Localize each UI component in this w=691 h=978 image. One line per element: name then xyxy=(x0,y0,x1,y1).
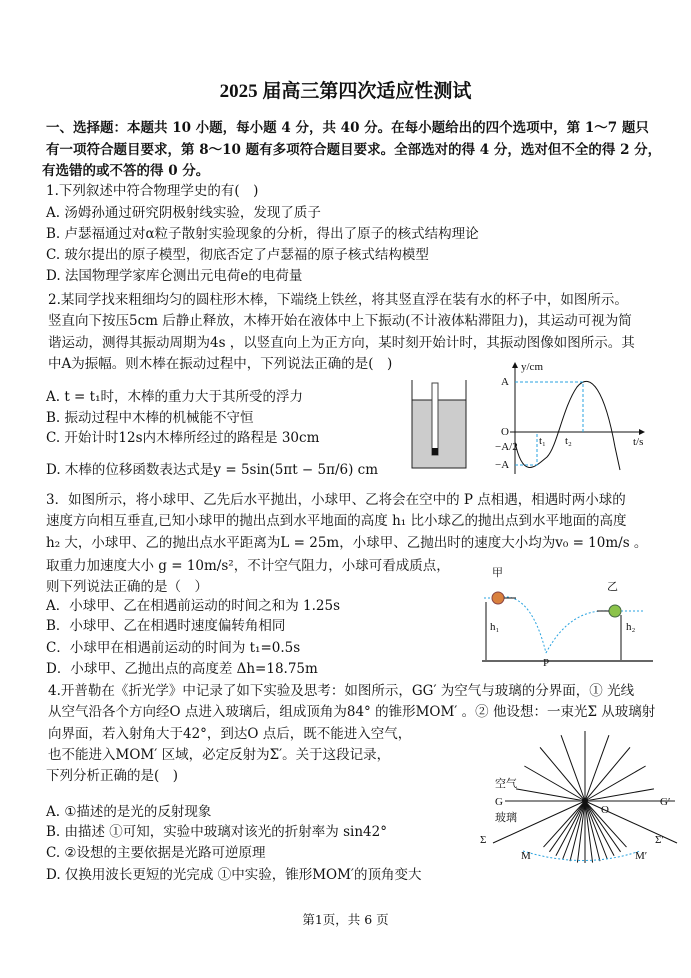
question-4-stem: 向界面，若入射角大于42°，到达O 点后，既不能进入空气， xyxy=(48,726,412,742)
question-4-stem: 下列分析正确的是( ) xyxy=(46,768,179,784)
question-4-stem: 也不能进入MOM′ 区域，必定反射为Σ′。关于这段记录， xyxy=(48,747,391,763)
question-2-stem: 2.某同学找来粗细均匀的圆柱形木棒，下端绕上铁丝，将其竖直浮在装有水的杯子中，如图所示。 xyxy=(48,292,628,308)
oscillation-graph xyxy=(495,362,645,474)
svg-text:M′: M′ xyxy=(635,850,648,862)
question-2-stem: 竖直向下按压5cm 后静止释放，木棒开始在液体中上下振动(不计液体粘滞阻力)，其运动可视为简 xyxy=(48,313,632,329)
refraction-figure xyxy=(475,735,685,870)
q2-option-d: D. 木棒的位移函数表达式是y = 5sin(5πt − 5π/6) cm xyxy=(46,462,379,478)
q2-option-a: A. t = t₁时，木棒的重力大于其所受的浮力 xyxy=(46,389,303,405)
question-3-stem: 取重力加速度大小 g = 10m/s²，不计空气阻力，小球可看成质点， xyxy=(46,558,450,574)
tick-half-a: −A/2 xyxy=(495,441,518,453)
q1-option-b: B. 卢瑟福通过对α粒子散射实验现象的分析，得出了原子的核式结构理论 xyxy=(46,226,479,242)
page-footer: 第1页，共 6 页 xyxy=(302,912,389,927)
svg-text:乙: 乙 xyxy=(607,581,618,593)
question-2-stem: 谐运动，测得其振动周期为4s ，以竖直向上为正方向，某时刻开始计时，其振动图像如图所示。其 xyxy=(48,335,635,351)
svg-text:h₁: h₁ xyxy=(490,621,500,633)
tick-a: A xyxy=(501,376,509,388)
svg-text:Σ′: Σ′ xyxy=(655,834,664,846)
q3-option-a: A．小球甲、乙在相遇前运动的时间之和为 1.25s xyxy=(46,598,341,614)
q3-option-d: D．小球甲、乙抛出点的高度差 Δh=18.75m xyxy=(46,661,318,677)
svg-text:G′: G′ xyxy=(660,796,671,808)
svg-text:Σ: Σ xyxy=(480,834,487,846)
cup-figure xyxy=(410,380,470,470)
question-4-stem: 从空气沿各个方向经O 点进入玻璃后，组成顶角为84° 的锥形MOM′ 。② 他设想：一束光Σ 从玻璃射 xyxy=(48,704,656,720)
light-ray xyxy=(540,747,585,801)
origin-label: O xyxy=(501,426,509,438)
question-3-stem: 3．如图所示，将小球甲、乙先后水平抛出，小球甲、乙将会在空中的 P 点相遇，相遇时两小球的 xyxy=(46,492,626,508)
q3-option-b: B．小球甲、乙在相遇时速度偏转角相同 xyxy=(46,618,286,634)
svg-text:甲: 甲 xyxy=(492,567,503,579)
tick-t2: t₂ xyxy=(565,435,572,447)
svg-text:空气: 空气 xyxy=(495,778,517,790)
t-axis-label: t/s xyxy=(633,436,644,448)
light-ray xyxy=(561,735,585,801)
section-instructions: 有一项符合题目要求，第 8～10 题有多项符合题目要求。全部选对的得 4 分，选对但不全的得 2 分， xyxy=(46,142,662,158)
question-3-stem: 则下列说法正确的是（ ） xyxy=(46,579,208,595)
q3-option-c: C．小球甲在相遇前运动的时间为 t₁=0.5s xyxy=(46,640,301,656)
ball-yi xyxy=(609,605,621,617)
question-3-stem: 速度方向相互垂直,已知小球甲的抛出点到水平地面的高度 h₁ 比小球乙的抛出点到水平地面的高度 xyxy=(46,513,627,529)
tick-neg-a: −A xyxy=(495,459,510,471)
tick-t1: t₁ xyxy=(539,435,546,447)
svg-text:h₂: h₂ xyxy=(626,621,636,633)
page-title: 2025 届高三第四次适应性测试 xyxy=(219,81,472,102)
svg-text:玻璃: 玻璃 xyxy=(495,812,517,824)
question-1-stem: 1.下列叙述中符合物理学史的有( ) xyxy=(46,183,259,199)
oscillation-curve xyxy=(515,381,620,470)
q4-option-b: B. 由描述 ①可知，实验中玻璃对该光的折射率为 sin42° xyxy=(46,824,387,840)
section-instructions: 有选错的或不答的得 0 分。 xyxy=(42,163,210,179)
question-4-stem: 4.开普勒在《折光学》中记录了如下实验及思考：如图所示，GG′ 为空气与玻璃的分界面，① 光线 xyxy=(48,683,635,699)
q4-option-c: C. ②设想的主要依据是光路可逆原理 xyxy=(46,845,266,861)
question-3-stem: h₂ 大，小球甲、乙的抛出点水平距离为L = 25m，小球甲、乙抛出时的速度大小均为v₀ = 10m/s 。 xyxy=(46,535,648,551)
q1-option-d: D. 法国物理学家库仑测出元电荷e的电荷量 xyxy=(46,268,303,284)
light-ray xyxy=(585,735,609,801)
svg-text:G: G xyxy=(495,796,503,808)
q4-option-d: D. 仅换用波长更短的光完成 ①中实验，锥形MOM′的顶角变大 xyxy=(46,867,422,883)
question-2-stem: 中A为振幅。则木棒在振动过程中，下列说法正确的是( ) xyxy=(48,356,393,372)
projectile-figure xyxy=(480,558,660,669)
svg-text:M: M xyxy=(521,850,531,862)
q4-option-a: A. ①描述的是光的反射现象 xyxy=(46,804,212,820)
q2-option-c: C. 开始计时12s内木棒所经过的路程是 30cm xyxy=(46,430,320,446)
svg-text:O: O xyxy=(601,804,609,816)
section-instructions: 一、选择题：本题共 10 小题，每小题 4 分，共 40 分。在每小题给出的四个选项中，第 1～7 题只 xyxy=(46,120,649,136)
q1-option-a: A. 汤姆孙通过研究阴极射线实验，发现了质子 xyxy=(46,205,321,221)
q1-option-c: C. 玻尔提出的原子模型，彻底否定了卢瑟福的原子核式结构模型 xyxy=(46,247,429,263)
light-ray xyxy=(585,747,630,801)
svg-text:P: P xyxy=(543,657,550,669)
q2-option-b: B. 振动过程中木棒的机械能不守恒 xyxy=(46,410,254,426)
y-axis-label: y/cm xyxy=(521,361,543,373)
ball-jia xyxy=(492,592,504,604)
